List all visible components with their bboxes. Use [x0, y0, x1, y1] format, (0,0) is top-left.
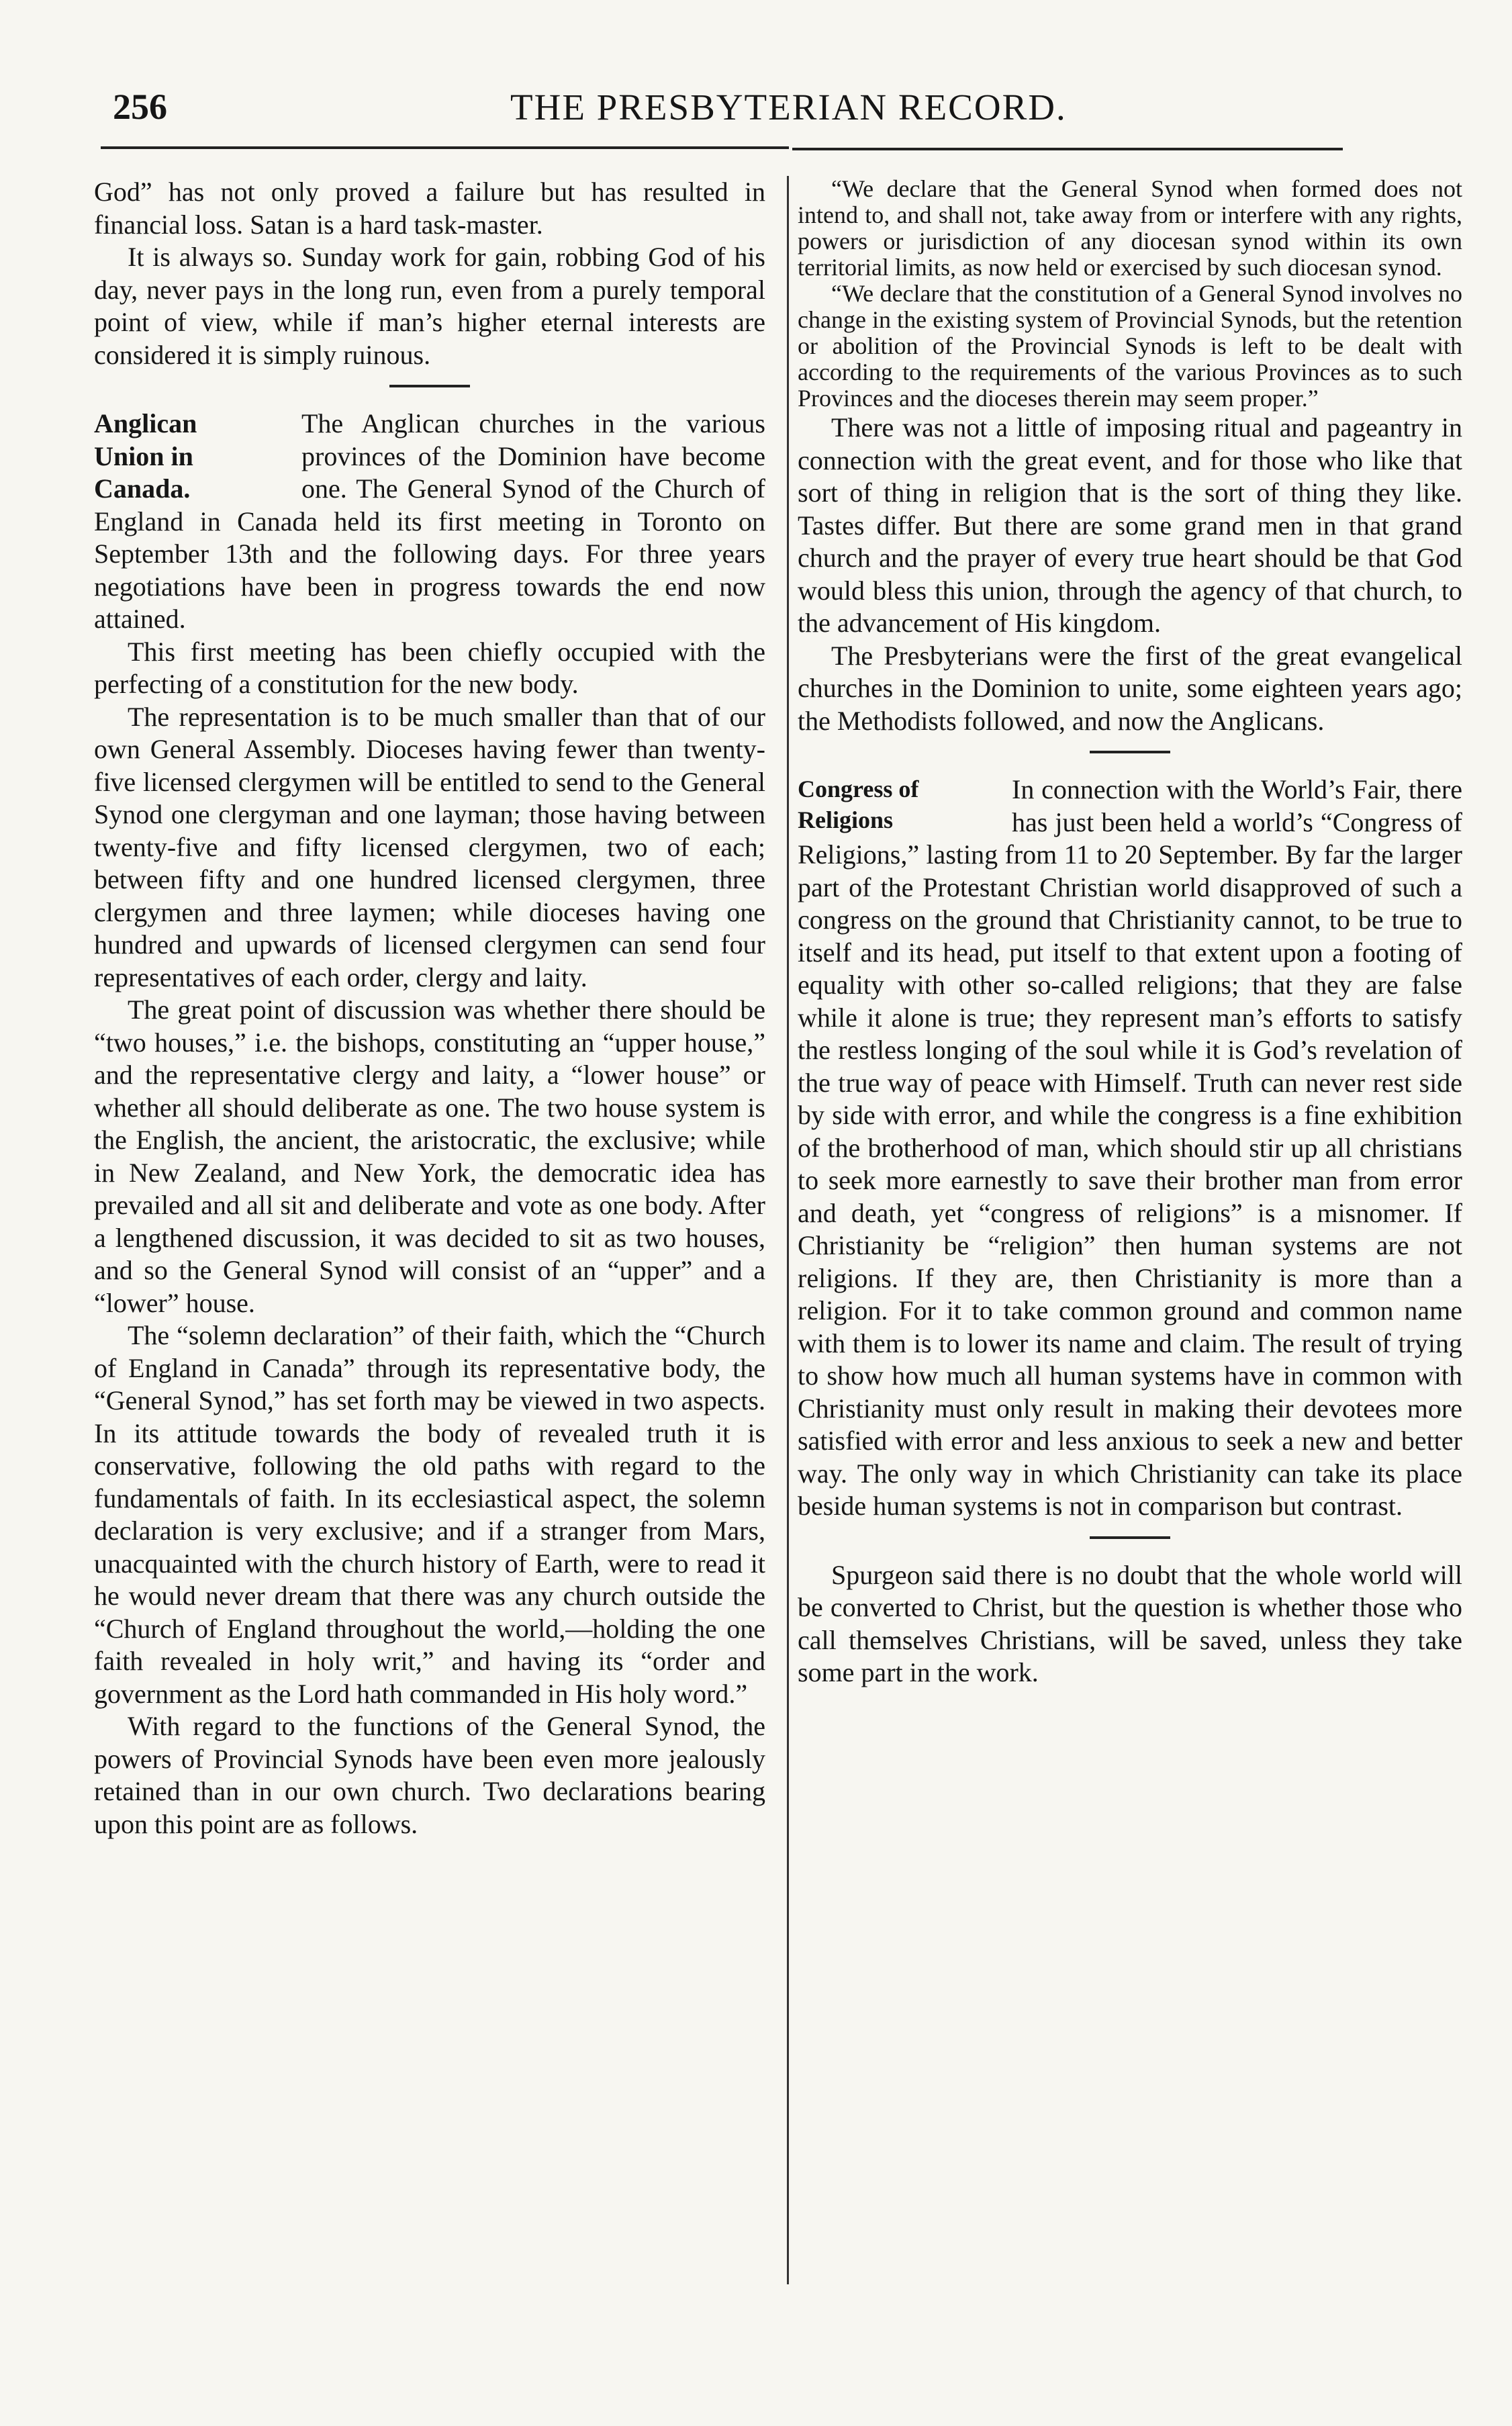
- running-title: THE PRESBYTERIAN RECORD.: [510, 87, 1067, 128]
- side-heading-congress-of-religions: [798, 774, 1002, 835]
- paragraph: It is always so. Sunday work for gain, robbing God of his day, never pays in the long run, even from a purely temporal point of view, while if man’s higher eternal interests are considered it is simply ruinous.: [94, 242, 765, 370]
- quotation: “We declare that the constitution of a General Synod involves no change in the existing system of Provincial Synods, but the retention or abolition of the Provincial Synods is left to be dealt with according to the requirements of the various Provinces as to such Provinces and the dioceses therein may seem proper.”: [798, 280, 1462, 412]
- paragraph: This first meeting has been chiefly occupied with the perfecting of a constitution for the new body.: [94, 636, 765, 699]
- paragraph: The great point of discussion was whether there should be “two houses,” i.e. the bishops, constituting an “upper house,” and the representative clergy and laity, a “lower house” or whether all should deliberate as one. The two house system is the English, the ancient, the aristocratic, the exclusive; while in New Zealand, and New York, the democratic idea has prevailed and all sit and deliberate and vote as one body. After a lengthened discussion, it was decided to sit as two houses, and so the General Synod will consist of an “upper” and a “lower” house.: [94, 994, 765, 1318]
- column-divider: [787, 176, 789, 2284]
- page-header: [94, 86, 1430, 133]
- paragraph: With regard to the functions of the General Synod, the powers of Provincial Synods have been even more jealously retained than in our own church. Two declarations bearing upon this point are as follows.: [94, 1711, 765, 1839]
- header-rule: [792, 148, 1343, 150]
- paragraph: The “solemn declaration” of their faith, which the “Church of England in Canada” through its representative body, the “General Synod,” has set forth may be viewed in two aspects. In its attitude towards the body of revealed truth it is conservative, following the old paths with regard to the fundamentals of faith. In its ecclesiastical aspect, the solemn declaration is very exclusive; and if a stranger from Mars, unacquainted with the church history of Earth, were to read it he would never dream that there was any church outside the “Church of England throughout the world,—holding the one faith revealed in holy writ,” and having its “order and government as the Lord hath commanded in His holy word.”: [94, 1320, 765, 1709]
- section-separator: [1090, 1536, 1170, 1539]
- side-heading-line: Anglican: [94, 408, 197, 438]
- paragraph: There was not a little of imposing ritual and pageantry in connection with the great event, and for those who like that sort of thing in religion that is the sort of thing they like. Tastes differ. But there are some grand men in that grand church and the prayer of every true heart should be that God would bless this union, through the agency of that church, to the advancement of His kingdom.: [798, 412, 1462, 638]
- paragraph: In connection with the World’s Fair, there has just been held a world’s “Congress of Religions,” lasting from 11 to 20 September. By far the larger part of the Protestant Christian world disapproved of such a congress on the ground that Christianity cannot, to be true to itself and its head, put itself to that extent upon a footing of equality with other so-called religions; that they are false while it alone is true; they represent man’s efforts to satisfy the restless longing of the soul while it is God’s revelation of the true way of peace with Himself. Truth can never rest side by side with error, and while the congress is a fine exhibition of the brotherhood of man, which should stir up all christians to seek more earnestly to save their brother man from error and death, yet “congress of religions” is a misnomer. If Christianity be “religion” then human systems are not religions. If they are, then Christianity is more than a religion. For it to take common ground and common name with them is to lower its name and claim. The result of trying to show how much all human systems have in common with Christianity must only result in making their devotees more satisfied with error and less anxious to seek a new and better way. The only way in which Christianity can take its place beside human systems is not in comparison but contrast.: [798, 774, 1462, 1521]
- header-rule: [101, 146, 789, 149]
- side-heading-line: Union in: [94, 440, 193, 471]
- paragraph: God” has not only proved a failure but has resulted in financial loss. Satan is a hard task-master.: [94, 177, 765, 240]
- section-separator: [1090, 751, 1170, 753]
- paragraph: The representation is to be much smaller than that of our own General Assembly. Dioceses having fewer than twenty-five licensed clergymen will be entitled to send to the General Synod one clergyman and one layman; those having between twenty-five and fifty licensed clergymen, two of each; between fifty and one hundred licensed clergymen, three clergymen and three laymen; while dioceses having one hundred and upwards of licensed clergymen can send four representatives of each order, clergy and laity.: [94, 701, 765, 992]
- page-number: 256: [113, 87, 167, 127]
- quotation: “We declare that the General Synod when formed does not intend to, and shall not, take away from or interfere with any rights, powers or jurisdiction of any diocesan synod within its own territorial limits, as now held or exercised by such diocesan synod.: [798, 175, 1462, 281]
- side-heading-anglican-union: [94, 408, 292, 506]
- paragraph: The Anglican churches in the various provinces of the Dominion have become one. The General Synod of the Church of England in Canada held its first meeting in Toronto on September 13th and the following days. For three years negotiations have been in progress towards the end now attained.: [94, 408, 765, 634]
- side-heading-line: Canada.: [94, 473, 191, 504]
- right-column: [798, 176, 1462, 1689]
- side-heading-line: Religions: [798, 806, 894, 833]
- left-column: [94, 176, 765, 1840]
- side-heading-line: Congress of: [798, 776, 919, 802]
- section-separator: [389, 385, 470, 387]
- paragraph: The Presbyterians were the first of the great evangelical churches in the Dominion to unite, some eighteen years ago; the Methodists followed, and now the Anglicans.: [798, 640, 1462, 736]
- paragraph: Spurgeon said there is no doubt that the whole world will be converted to Christ, but the question is whether those who call themselves Christians, will be saved, unless they take some part in the work.: [798, 1559, 1462, 1687]
